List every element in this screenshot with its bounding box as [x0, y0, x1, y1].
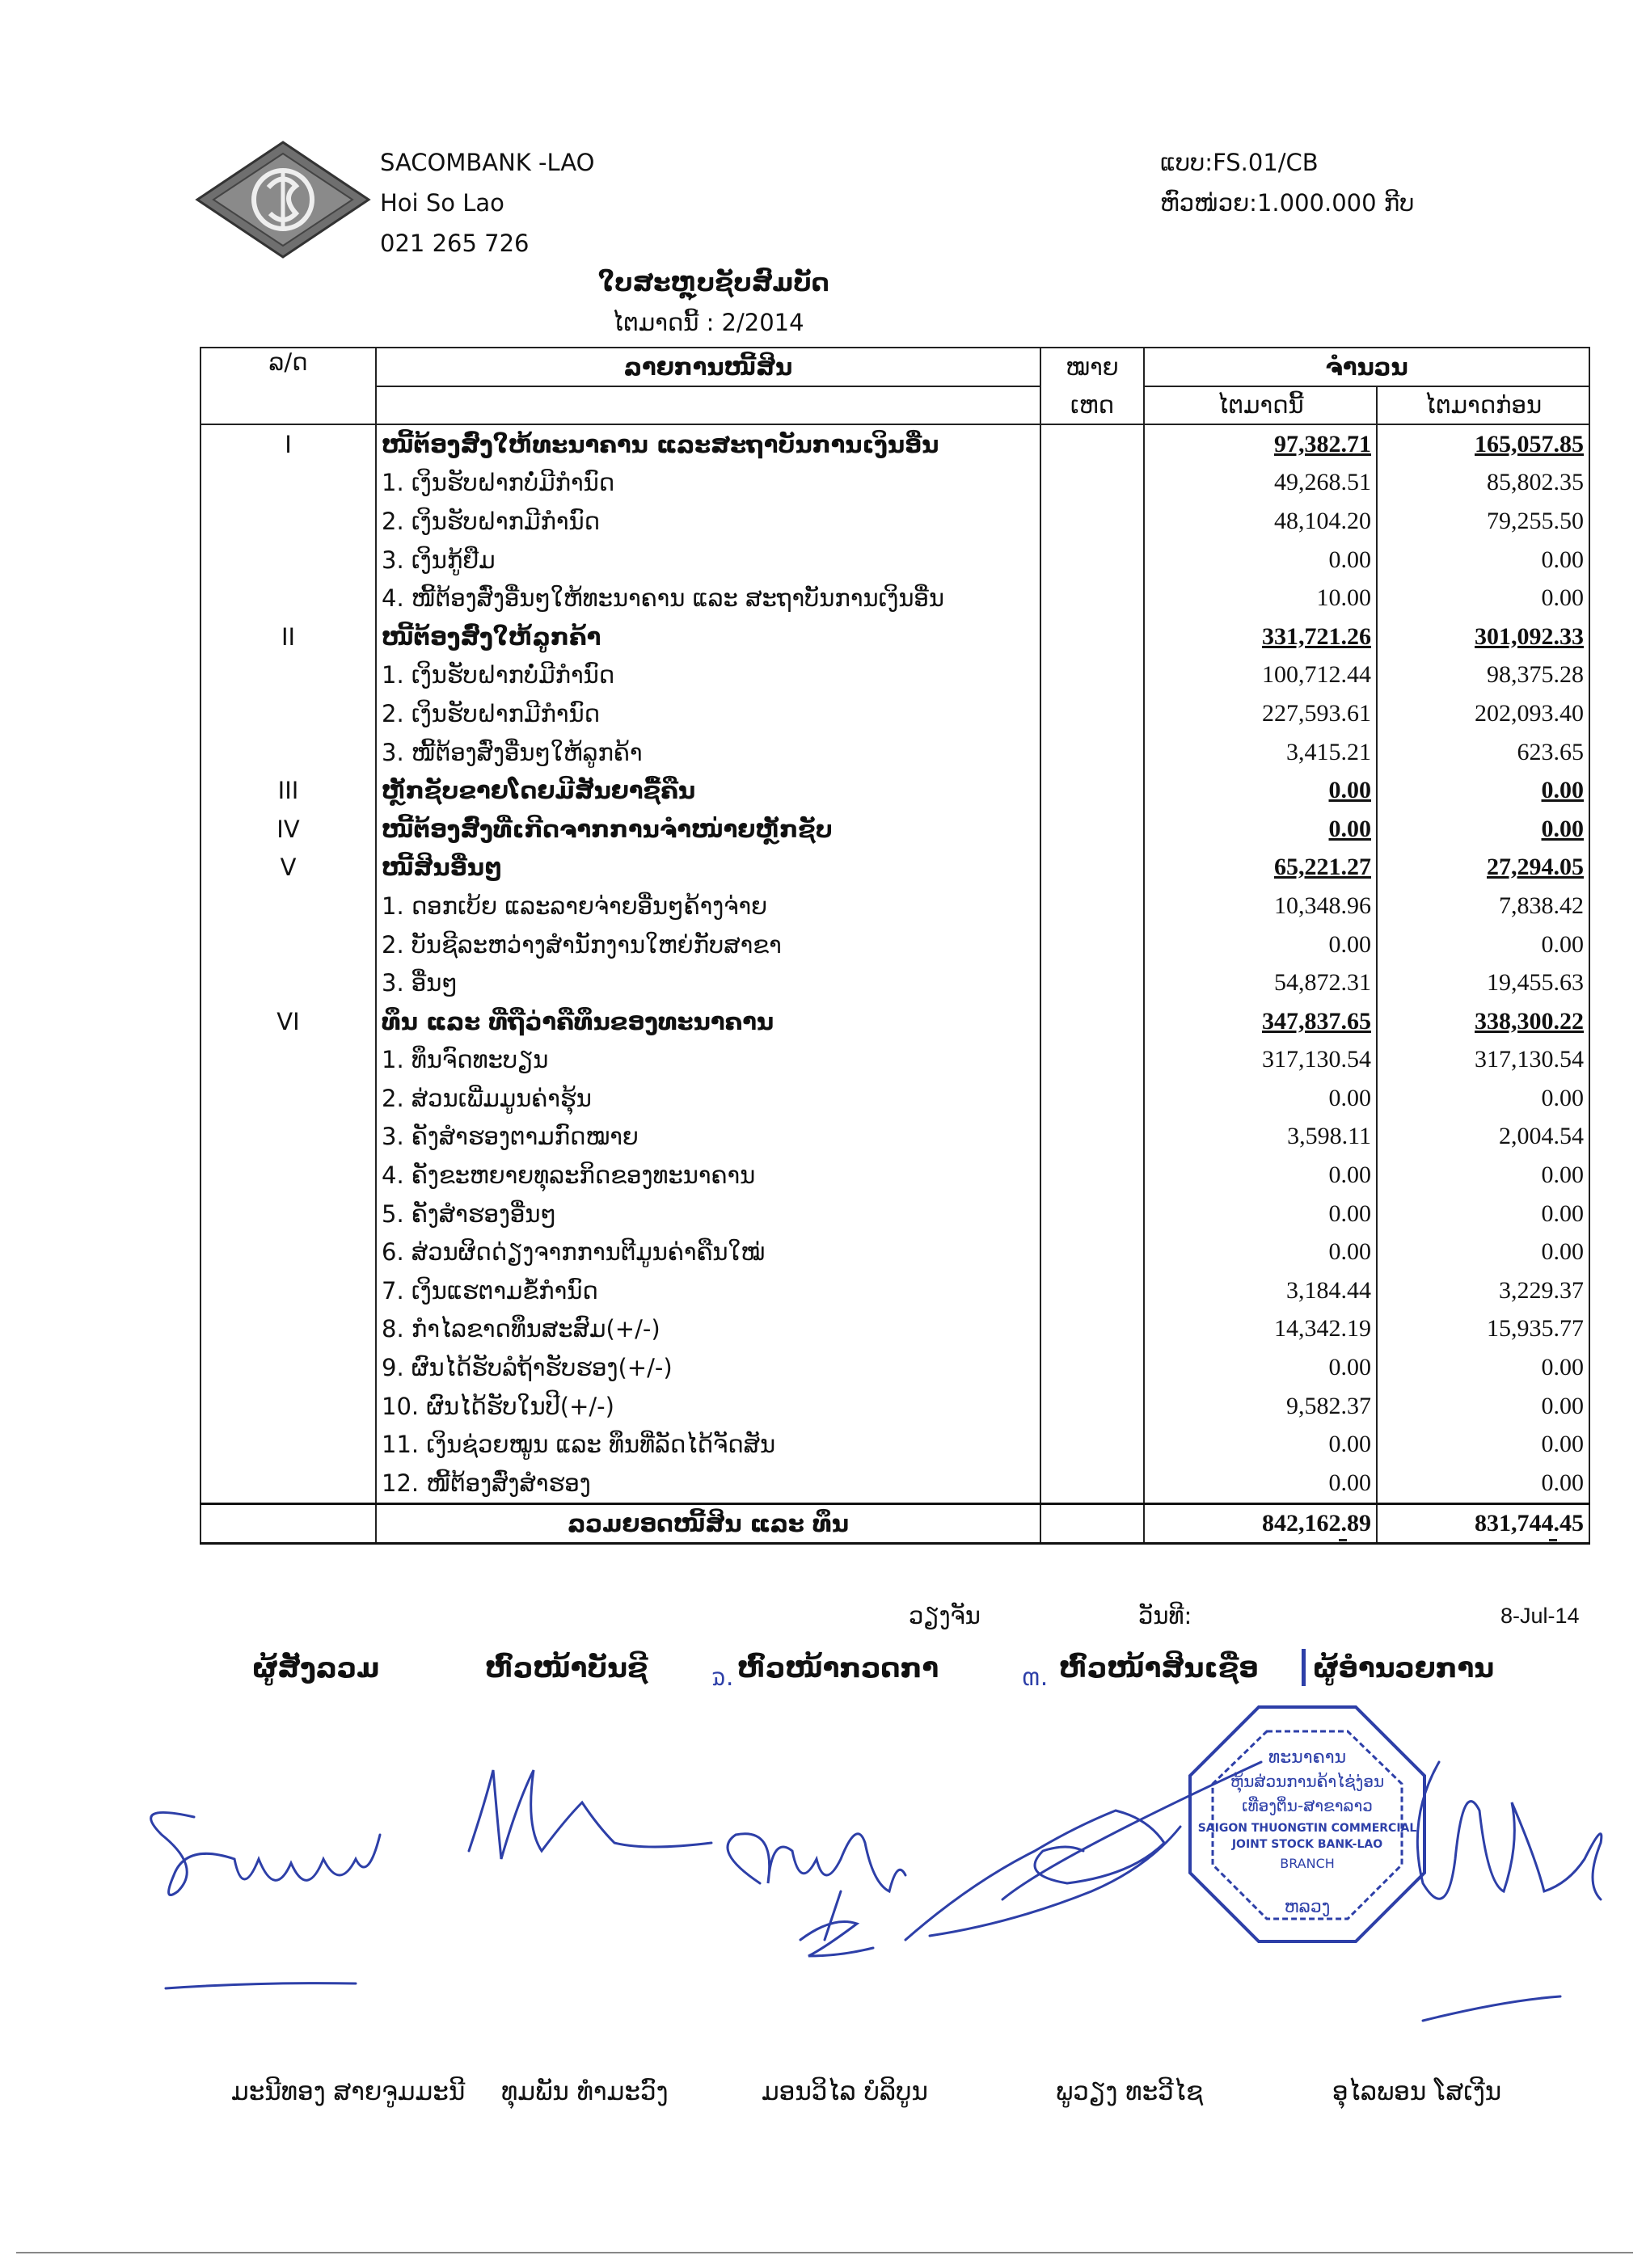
row-previous-value: 0.00	[1377, 1195, 1589, 1233]
row-current-value: 331,721.26	[1144, 618, 1377, 656]
row-number	[200, 733, 376, 772]
row-label: ໜີ້ສິນອື່ນໆ	[376, 849, 1040, 887]
handwritten-mark	[1302, 1649, 1306, 1686]
row-number	[200, 694, 376, 733]
row-note	[1040, 963, 1144, 1002]
signatory-title: ຫົວໜ້າກວດກາ	[737, 1652, 939, 1684]
table-row	[200, 771, 1589, 810]
row-label: 2. ເງິນຮັບຝາກມີກຳນົດ	[376, 502, 1040, 541]
signatory-title: ຜູ້ອຳນວຍການ	[1313, 1652, 1495, 1684]
row-note	[1040, 1118, 1144, 1157]
table-row	[200, 887, 1589, 925]
row-current-value: 54,872.31	[1144, 963, 1377, 1002]
signature-5-underline	[1423, 1996, 1560, 2021]
signatory-name: ອຸໄລພອນ ໂສເງີນ	[1332, 2077, 1502, 2106]
row-current-value: 14,342.19	[1144, 1310, 1377, 1349]
row-label: 12. ໜີ້ຕ້ອງສົ່ງສຳຮອງ	[376, 1464, 1040, 1503]
row-current-value: 0.00	[1144, 810, 1377, 849]
signature-5	[1417, 1762, 1602, 1899]
table-row	[200, 1271, 1589, 1310]
row-note	[1040, 1425, 1144, 1464]
bank-phone: 021 265 726	[380, 230, 530, 257]
row-current-value: 0.00	[1144, 925, 1377, 964]
row-label: 10. ຜົນໄດ້ຮັບໃນປີ(+/-)	[376, 1387, 1040, 1426]
stamp-line: ຫຸ້ນສ່ວນການຄ້າໄຊ່ງ່ອນ	[1230, 1772, 1385, 1791]
row-previous-value: 0.00	[1377, 1079, 1589, 1118]
row-current-value: 0.00	[1144, 1156, 1377, 1195]
row-label: 4. ໜີ້ຕ້ອງສົ່ງອື່ນໆໃຫ້ທະນາຄານ ແລະ ສະຖາບັນການເງິນອື່ນ	[376, 579, 1040, 618]
row-current-value: 9,582.37	[1144, 1387, 1377, 1426]
row-current-value: 3,184.44	[1144, 1271, 1377, 1310]
row-label: ທຶນ ແລະ ທີ່ຖືວ່າຄືທຶນຂອງທະນາຄານ	[376, 1002, 1040, 1041]
row-current-value: 97,382.71	[1144, 424, 1377, 464]
document-period: ໄຕມາດນີ້ : 2/2014	[612, 309, 804, 336]
table-row	[200, 541, 1589, 580]
row-note	[1040, 849, 1144, 887]
row-previous-value: 7,838.42	[1377, 887, 1589, 925]
table-header-row	[200, 348, 1589, 386]
total-row	[200, 1503, 1589, 1543]
bank-name: SACOMBANK -LAO	[380, 149, 595, 176]
row-number	[200, 925, 376, 964]
row-previous-value: 0.00	[1377, 810, 1589, 849]
row-note	[1040, 1002, 1144, 1041]
row-current-value: 10.00	[1144, 579, 1377, 618]
row-previous-value: 98,375.28	[1377, 656, 1589, 695]
dash-mark	[1549, 1539, 1557, 1541]
row-current-value: 0.00	[1144, 1464, 1377, 1503]
row-label: ໜີ້ຕ້ອງສົ່ງໃຫ້ລູກຄ້າ	[376, 618, 1040, 656]
row-note	[1040, 1195, 1144, 1233]
row-current-value: 0.00	[1144, 1079, 1377, 1118]
col-current-header: ໄຕມາດນີ້	[1144, 386, 1377, 425]
row-previous-value: 0.00	[1377, 1387, 1589, 1426]
balance-sheet-table	[200, 347, 1590, 1545]
total-note	[1040, 1503, 1144, 1543]
row-note	[1040, 1464, 1144, 1503]
row-note	[1040, 1233, 1144, 1271]
row-note	[1040, 1310, 1144, 1349]
row-label: 3. ຄັງສຳຮອງຕາມກົດໝາຍ	[376, 1118, 1040, 1157]
table-row	[200, 1425, 1589, 1464]
stamp-line: SAIGON THUONGTIN COMMERCIAL	[1197, 1822, 1417, 1835]
table-row	[200, 502, 1589, 541]
stamp-line: ຫລວງ	[1284, 1897, 1331, 1917]
row-number: I	[200, 424, 376, 464]
row-label: ຫຼັກຊັບຂາຍໂດຍມີສັນຍາຊື້ຄືນ	[376, 771, 1040, 810]
row-current-value: 3,415.21	[1144, 733, 1377, 772]
row-current-value: 0.00	[1144, 1348, 1377, 1387]
table-row	[200, 694, 1589, 733]
row-number: VI	[200, 1002, 376, 1041]
col-amount-header: ຈຳນວນ	[1144, 348, 1589, 386]
row-label: 3. ເງິນກູ້ຢືມ	[376, 541, 1040, 580]
date-label: ວັນທີ:	[1138, 1602, 1192, 1629]
row-number	[200, 1464, 376, 1503]
table-row	[200, 618, 1589, 656]
row-label: ໜີ້ຕ້ອງສົ່ງໃຫ້ທະນາຄານ ແລະສະຖາບັນການເງິນອື່ນ	[376, 424, 1040, 464]
table-row	[200, 1310, 1589, 1349]
table-row	[200, 849, 1589, 887]
row-current-value: 0.00	[1144, 1425, 1377, 1464]
row-label: 8. ກຳໄລຂາດທຶນສະສົມ(+/-)	[376, 1310, 1040, 1349]
row-note	[1040, 502, 1144, 541]
table-row	[200, 963, 1589, 1002]
row-previous-value: 0.00	[1377, 1425, 1589, 1464]
date-value: 8-Jul-14	[1500, 1604, 1580, 1628]
table-row	[200, 1041, 1589, 1080]
total-number	[200, 1503, 376, 1543]
table-row	[200, 1079, 1589, 1118]
row-note	[1040, 1271, 1144, 1310]
row-note	[1040, 656, 1144, 695]
table-row	[200, 733, 1589, 772]
row-number: III	[200, 771, 376, 810]
row-note	[1040, 733, 1144, 772]
row-previous-value: 27,294.05	[1377, 849, 1589, 887]
row-number	[200, 464, 376, 503]
row-current-value: 0.00	[1144, 1195, 1377, 1233]
bank-logo	[194, 139, 372, 260]
total-previous-value: 831,744.45	[1377, 1503, 1589, 1543]
table-row	[200, 656, 1589, 695]
table-row	[200, 1464, 1589, 1503]
row-note	[1040, 1079, 1144, 1118]
page-bottom-rule	[16, 2252, 1633, 2253]
row-note	[1040, 925, 1144, 964]
col-item-subheader	[376, 386, 1040, 425]
table-row	[200, 1348, 1589, 1387]
row-label: 6. ສ່ວນຜິດດ່ຽງຈາກການຕີມູນຄ່າຄືນໃໝ່	[376, 1233, 1040, 1271]
row-previous-value: 3,229.37	[1377, 1271, 1589, 1310]
row-label: 1. ເງິນຮັບຝາກບໍ່ມີກຳນົດ	[376, 656, 1040, 695]
bank-address: Hoi So Lao	[380, 189, 504, 217]
signature-2	[469, 1770, 711, 1859]
table-row	[200, 1156, 1589, 1195]
row-note	[1040, 424, 1144, 464]
row-previous-value: 0.00	[1377, 771, 1589, 810]
row-note	[1040, 1041, 1144, 1080]
row-current-value: 48,104.20	[1144, 502, 1377, 541]
row-current-value: 0.00	[1144, 1233, 1377, 1271]
signature-1	[151, 1812, 380, 1895]
signatory-name: ພູວຽງ ທະວີໄຊ	[1056, 2077, 1204, 2106]
row-label: 4. ຄັງຂະຫຍາຍທຸລະກິດຂອງທະນາຄານ	[376, 1156, 1040, 1195]
row-previous-value: 165,057.85	[1377, 424, 1589, 464]
row-number	[200, 1310, 376, 1349]
row-previous-value: 0.00	[1377, 579, 1589, 618]
row-previous-value: 301,092.33	[1377, 618, 1589, 656]
col-note-header-2: ເຫດ	[1040, 386, 1144, 425]
row-note	[1040, 1387, 1144, 1426]
table-row	[200, 1195, 1589, 1233]
row-previous-value: 0.00	[1377, 1348, 1589, 1387]
row-label: 1. ດອກເບ້ຍ ແລະລາຍຈ່າຍອື່ນໆຄ້າງຈ່າຍ	[376, 887, 1040, 925]
row-current-value: 49,268.51	[1144, 464, 1377, 503]
signature-3	[728, 1834, 905, 1891]
row-note	[1040, 464, 1144, 503]
row-current-value: 100,712.44	[1144, 656, 1377, 695]
row-label: 5. ຄັງສຳຮອງອື່ນໆ	[376, 1195, 1040, 1233]
table-row	[200, 1233, 1589, 1271]
signature-3-scrawl	[800, 1891, 873, 1956]
row-current-value: 347,837.65	[1144, 1002, 1377, 1041]
total-label: ລວມຍອດໜີ້ສິນ ແລະ ທຶນ	[376, 1503, 1040, 1543]
document-title: ໃບສະຫຼຸບຊັບສົມບັດ	[598, 268, 829, 297]
row-previous-value: 85,802.35	[1377, 464, 1589, 503]
unit-label: ຫົວໜ່ວຍ:1.000.000 ກີບ	[1160, 189, 1415, 217]
row-current-value: 3,598.11	[1144, 1118, 1377, 1157]
row-current-value: 0.00	[1144, 771, 1377, 810]
row-label: 3. ໜີ້ຕ້ອງສົ່ງອື່ນໆໃຫ້ລູກຄ້າ	[376, 733, 1040, 772]
official-stamp	[1182, 1699, 1433, 1950]
row-label: 2. ສ່ວນເພີ່ມມູນຄ່າຮຸ້ນ	[376, 1079, 1040, 1118]
signatory-title: ຫົວໜ້າສິນເຊື່ອ	[1059, 1652, 1259, 1684]
row-label: 2. ບັນຊີລະຫວ່າງສຳນັກງານໃຫຍ່ກັບສາຂາ	[376, 925, 1040, 964]
table-row	[200, 579, 1589, 618]
row-label: 2. ເງິນຮັບຝາກມີກຳນົດ	[376, 694, 1040, 733]
row-number	[200, 656, 376, 695]
row-note	[1040, 1156, 1144, 1195]
table-row	[200, 1002, 1589, 1041]
row-note	[1040, 1348, 1144, 1387]
signatory-name: ມອນວິໄລ ບໍລິບູນ	[762, 2077, 928, 2106]
stamp-line: ເທືອງຕິ່ນ-ສາຂາລາວ	[1242, 1796, 1373, 1815]
row-current-value: 317,130.54	[1144, 1041, 1377, 1080]
stamp-line: BRANCH	[1280, 1856, 1335, 1871]
signature-1-underline	[166, 1983, 356, 1988]
signatory-name: ມະນີທອງ ສາຍຈູມມະນີ	[231, 2077, 466, 2106]
row-note	[1040, 579, 1144, 618]
row-number	[200, 1041, 376, 1080]
row-number	[200, 1156, 376, 1195]
row-note	[1040, 887, 1144, 925]
row-number	[200, 1079, 376, 1118]
row-number	[200, 1348, 376, 1387]
row-number: IV	[200, 810, 376, 849]
row-label: 1. ເງິນຮັບຝາກບໍ່ມີກຳນົດ	[376, 464, 1040, 503]
row-number	[200, 541, 376, 580]
row-number	[200, 963, 376, 1002]
row-note	[1040, 771, 1144, 810]
row-label: 9. ຜົນໄດ້ຮັບລໍຖ້າຮັບຮອງ(+/-)	[376, 1348, 1040, 1387]
col-previous-header: ໄຕມາດກ່ອນ	[1377, 386, 1589, 425]
row-label: 7. ເງິນແຮຕາມຂໍ້ກຳນົດ	[376, 1271, 1040, 1310]
row-previous-value: 79,255.50	[1377, 502, 1589, 541]
place-label: ວຽງຈັນ	[909, 1602, 981, 1629]
row-number	[200, 1233, 376, 1271]
row-note	[1040, 618, 1144, 656]
col-item-header: ລາຍການໜີ້ສິນ	[376, 348, 1040, 386]
row-number	[200, 1118, 376, 1157]
row-number	[200, 579, 376, 618]
handwritten-mark: ຉ.	[711, 1663, 734, 1692]
row-previous-value: 0.00	[1377, 925, 1589, 964]
row-number: V	[200, 849, 376, 887]
signatory-title: ຜູ້ສັງລວມ	[252, 1652, 380, 1684]
row-previous-value: 317,130.54	[1377, 1041, 1589, 1080]
table-row	[200, 925, 1589, 964]
row-current-value: 10,348.96	[1144, 887, 1377, 925]
handwritten-mark: ຓ.	[1022, 1663, 1049, 1692]
row-number	[200, 1425, 376, 1464]
row-label: 1. ທຶນຈົດທະບຽນ	[376, 1041, 1040, 1080]
row-previous-value: 338,300.22	[1377, 1002, 1589, 1041]
row-current-value: 227,593.61	[1144, 694, 1377, 733]
row-note	[1040, 541, 1144, 580]
row-previous-value: 623.65	[1377, 733, 1589, 772]
col-note-header-1: ໝາຍ	[1040, 348, 1144, 386]
dash-mark	[1339, 1539, 1347, 1541]
signatory-name: ທຸມພັນ ທຳມະວົງ	[501, 2077, 669, 2106]
table-row	[200, 810, 1589, 849]
stamp-line: JOINT STOCK BANK-LAO	[1231, 1838, 1383, 1851]
row-previous-value: 0.00	[1377, 1464, 1589, 1503]
total-current-value: 842,162.89	[1144, 1503, 1377, 1543]
row-number	[200, 1195, 376, 1233]
row-previous-value: 2,004.54	[1377, 1118, 1589, 1157]
row-previous-value: 0.00	[1377, 1233, 1589, 1271]
stamp-line: ທະນາຄານ	[1268, 1747, 1347, 1768]
row-label: ໜີ້ຕ້ອງສົ່ງທີ່ເກີດຈາກການຈໍາໜ່າຍຫຼັກຊັບ	[376, 810, 1040, 849]
form-code: ແບບ:FS.01/CB	[1160, 149, 1319, 176]
row-number: II	[200, 618, 376, 656]
table-row	[200, 1118, 1589, 1157]
col-no-header: ລ/ດ	[200, 348, 376, 424]
signature-4	[905, 1811, 1180, 1940]
table-subheader-row	[200, 386, 1589, 425]
row-current-value: 65,221.27	[1144, 849, 1377, 887]
row-number	[200, 1387, 376, 1426]
table-row	[200, 424, 1589, 464]
table-row	[200, 464, 1589, 503]
row-note	[1040, 810, 1144, 849]
signatory-title: ຫົວໜ້າບັນຊີ	[485, 1652, 648, 1684]
row-previous-value: 0.00	[1377, 1156, 1589, 1195]
row-current-value: 0.00	[1144, 541, 1377, 580]
row-previous-value: 202,093.40	[1377, 694, 1589, 733]
row-number	[200, 502, 376, 541]
row-previous-value: 0.00	[1377, 541, 1589, 580]
row-previous-value: 15,935.77	[1377, 1310, 1589, 1349]
table-row	[200, 1387, 1589, 1426]
row-number	[200, 1271, 376, 1310]
row-number	[200, 887, 376, 925]
row-label: 3. ອື່ນໆ	[376, 963, 1040, 1002]
row-previous-value: 19,455.63	[1377, 963, 1589, 1002]
row-label: 11. ເງິນຊ່ວຍໝູນ ແລະ ທຶນທີ່ລັດໄດ້ຈັດສັນ	[376, 1425, 1040, 1464]
row-note	[1040, 694, 1144, 733]
